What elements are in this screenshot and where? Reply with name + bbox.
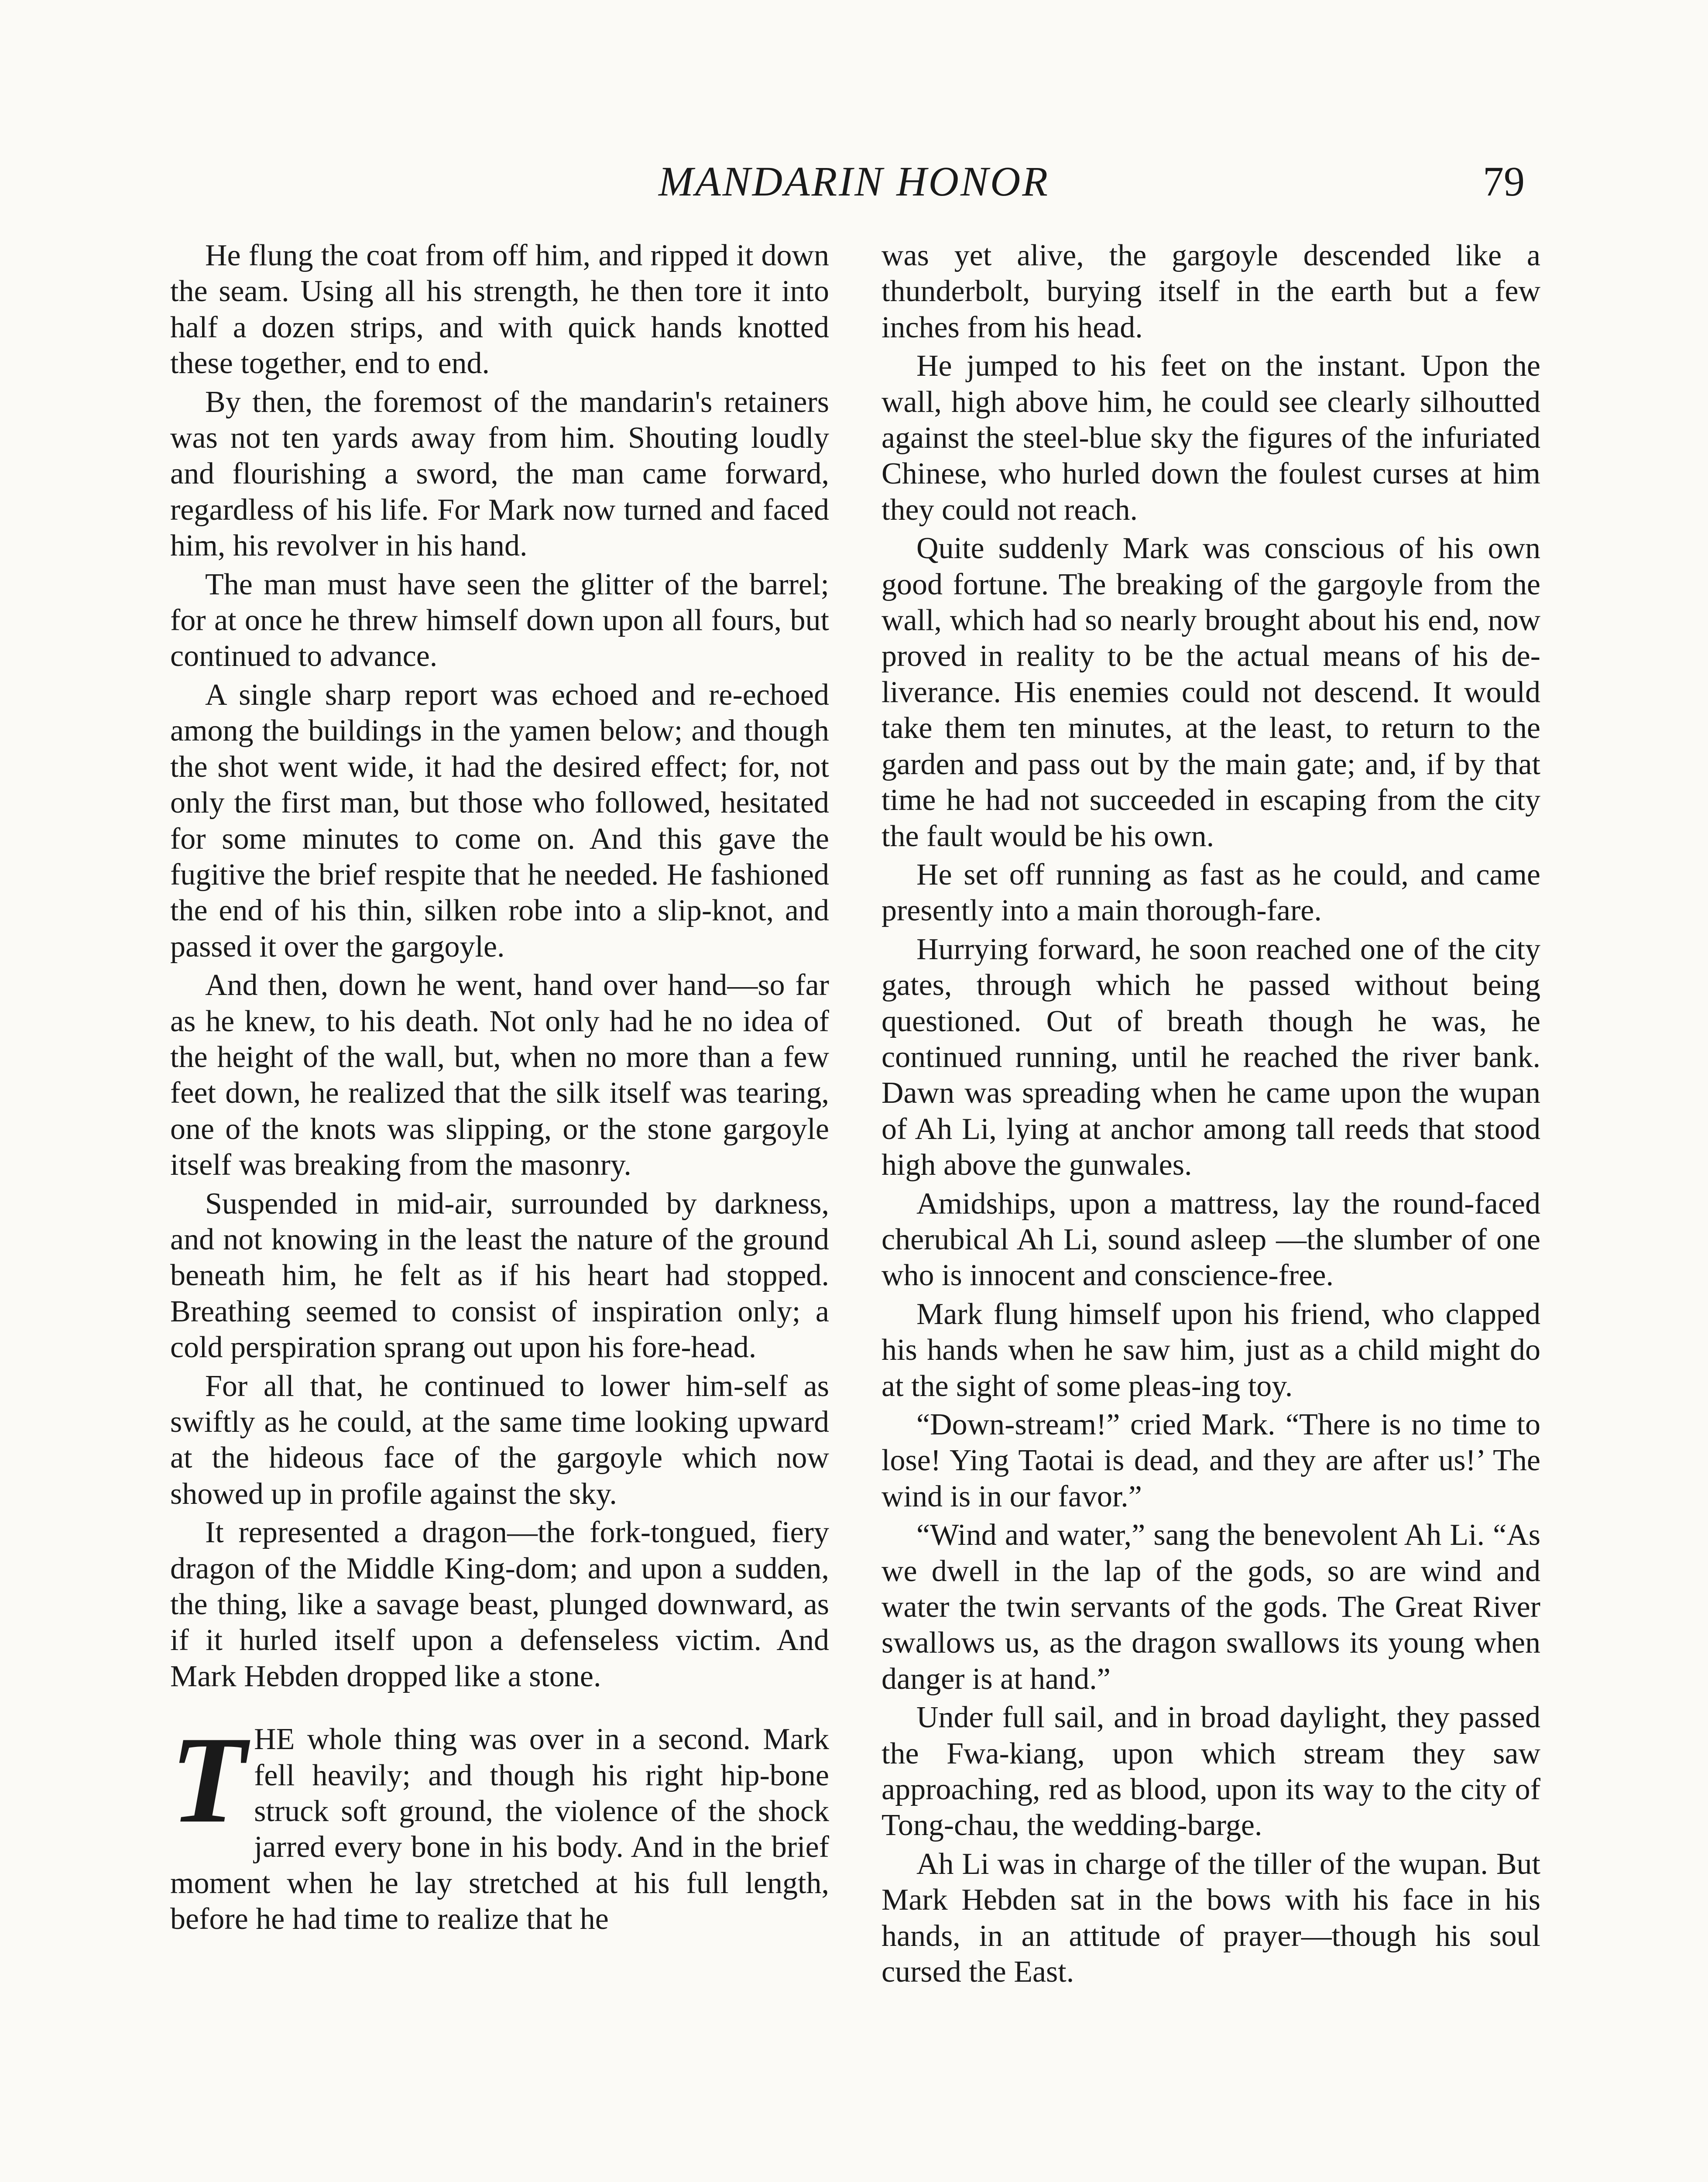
running-title: MANDARIN HONOR bbox=[659, 158, 1049, 205]
page-number: 79 bbox=[1483, 158, 1525, 205]
paragraph: “Down-stream!” cried Mark. “There is no time to lose! Ying Taotai is dead, and they are after us!’ The wind is in our favor.” bbox=[881, 1408, 1540, 1513]
paragraph: By then, the foremost of the mandarin's retainers was not ten yards away from him. Shouting loudly and flourishing a sword, the man came forward, regardless of his life. For Mark now turned and faced him, his revolver in his hand. bbox=[170, 385, 829, 563]
paragraph: Under full sail, and in broad daylight, they passed the Fwa-kiang, upon which stream they saw approaching, red as blood, upon its way to the city of Tong-chau, the wedding-barge. bbox=[881, 1701, 1540, 1842]
paragraph: Hurrying forward, he soon reached one of the city gates, through which he passed without being questioned. Out of breath though he was, he continued running, until he reached the river bank. Dawn was spreading when he came upon the wupan of Ah Li, lying at anchor among tall reeds that stood high above the gunwales. bbox=[881, 932, 1540, 1182]
paragraph: A single sharp report was echoed and re-echoed among the buildings in the yamen below; and though the shot went wide, it had the desired effect; for, not only the first man, but those who followed, hesitated for some minutes to come on. And this gave the fugitive the brief respite that he needed. He fashioned the end of his thin, silken robe into a slip-knot, and passed it over the gargoyle. bbox=[170, 678, 829, 964]
paragraph: He flung the coat from off him, and ripped it down the seam. Using all his strength, he then tore it into half a dozen strips, and with quick hands knotted these together, end to end. bbox=[170, 239, 829, 381]
paragraph: It represented a dragon—the fork-tongued, fiery dragon of the Middle King-dom; and upon a sudden, the thing, like a savage beast, plunged downward, as if it hurled itself upon a defenseless victim. And Mark Hebden dropped like a stone. bbox=[170, 1516, 829, 1693]
paragraph: For all that, he continued to lower him-self as swiftly as he could, at the same time looking upward at the hideous face of the gargoyle which now showed up in profile against the sky. bbox=[170, 1369, 829, 1511]
paragraph: “Wind and water,” sang the benevolent Ah Li. “As we dwell in the lap of the gods, so are wind and water the twin servants of the gods. The Great River swallows us, as the dragon swallows its young when danger is at hand.” bbox=[881, 1518, 1540, 1696]
paragraph-continued: was yet alive, the gargoyle descended like a thunderbolt, burying itself in the earth but a few inches from his head. bbox=[881, 239, 1540, 344]
dropcap-paragraph-text: HE whole thing was over in a second. Mark fell heavily; and though his right hip-bone struck soft ground, the violence of the shock jarred every bone in his body. And in the brief moment when he lay stretched at his full length, before he had time to realize that he bbox=[170, 1722, 829, 1936]
paragraph: He jumped to his feet on the instant. Upon the wall, high above him, he could see clearly silhoutted against the steel-blue sky the figures of the infuriated Chinese, who hurled down the foulest curses at him they could not reach. bbox=[881, 349, 1540, 527]
page-header bbox=[183, 157, 1525, 223]
paragraph: The man must have seen the glitter of the barrel; for at once he threw himself down upon all fours, but continued to advance. bbox=[170, 567, 829, 673]
paragraph: Quite suddenly Mark was conscious of his own good fortune. The breaking of the gargoyle from the wall, which had so nearly brought about his end, now proved in reality to be the actual means of his de-liverance. His enemies could not descend. It would take them ten minutes, at the least, to return to the garden and pass out by the main gate; and, if by that time he had not succeeded in escaping from the city the fault would be his own. bbox=[881, 532, 1540, 853]
paragraph: Ah Li was in charge of the tiller of the wupan. But Mark Hebden sat in the bows with his face in his hands, in an attitude of prayer—though his soul cursed the East. bbox=[881, 1847, 1540, 1989]
paragraph: Mark flung himself upon his friend, who clapped his hands when he saw him, just as a child might do at the sight of some pleas-ing toy. bbox=[881, 1297, 1540, 1403]
paragraph: Amidships, upon a mattress, lay the round-faced cherubical Ah Li, sound asleep —the slumber of one who is innocent and conscience-free. bbox=[881, 1187, 1540, 1293]
drop-cap: T bbox=[170, 1711, 247, 1849]
right-column bbox=[881, 238, 1540, 2182]
paragraph: Suspended in mid-air, surrounded by darkness, and not knowing in the least the nature of the ground beneath him, he felt as if his heart had stopped. Breathing seemed to consist of inspiration only; a cold perspiration sprang out upon his fore-head. bbox=[170, 1187, 829, 1365]
text-columns bbox=[170, 238, 1540, 2182]
paragraph: And then, down he went, hand over hand—so far as he knew, to his death. Not only had he no idea of the height of the wall, but, when no more than a few feet down, he realized that the silk itself was tearing, one of the knots was slipping, or the stone gargoyle itself was breaking from the masonry. bbox=[170, 968, 829, 1182]
paragraph: He set off running as fast as he could, and came presently into a main thorough-fare. bbox=[881, 858, 1540, 928]
left-column bbox=[170, 238, 829, 2182]
dropcap-paragraph bbox=[170, 1711, 829, 1937]
